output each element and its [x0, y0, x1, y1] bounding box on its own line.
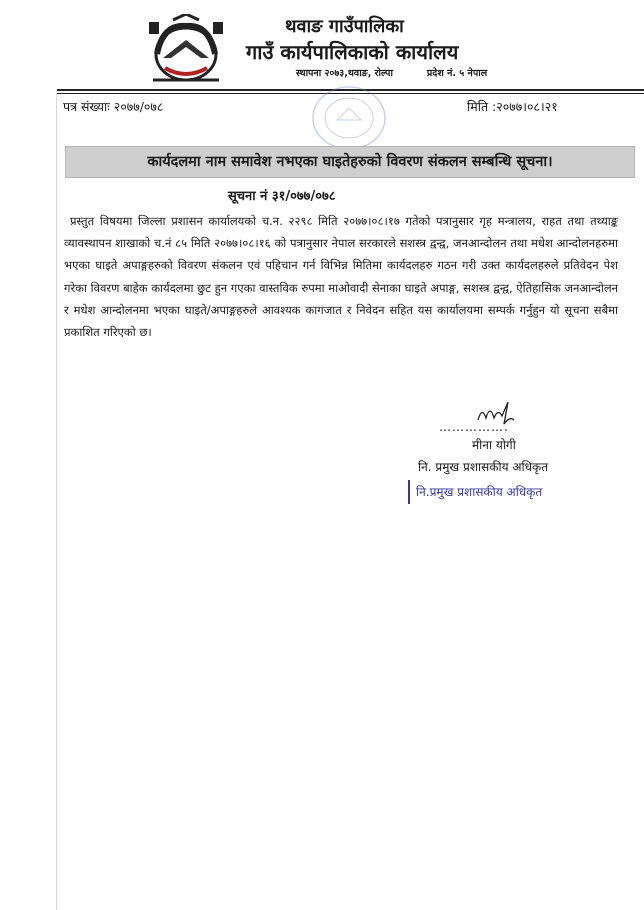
signatory-name: मीना योगी — [472, 438, 516, 452]
letter-date: मिति :२०७७।०८।२१ — [467, 99, 558, 114]
nepal-emblem-icon — [143, 14, 229, 88]
office-seal-icon — [310, 84, 388, 152]
reference-number: पत्र संख्याः २०७७/०७८ — [63, 99, 164, 114]
signature-line: ……………. — [439, 420, 509, 434]
office-subline — [296, 66, 487, 79]
official-title-stamp: नि.प्रमुख प्रशासकीय अधिकृत — [408, 480, 558, 504]
notice-subject-banner: कार्यदलमा नाम समावेश नभएका घाइतेहरुको विवरण संकलन सम्बन्धि सूचना। — [65, 146, 635, 178]
established-info: स्थापना २०७३,थवाङ, रोल्पा — [296, 68, 393, 79]
notice-body — [64, 210, 618, 343]
notice-paragraph: प्रस्तुत विषयमा जिल्ला प्रशासन कार्यालयको च.न. २२९८ मिति २०७७।०८।१७ गतेको पत्रानुसार गृह मन्त्रालय, राहत तथा तथ्याङ्क व्यावस्थापन शाखाको च.नं ८५ मिति २०७७।०८।१६ को पत्रानुसार नेपाल सरकारले सशस्त्र द्वन्द्व, जनआन्दोलन तथा मधेश आन्दोलनहरुमा भएका घाइते अपाङ्गहरुको विवरण संकलन एवं पहिचान गर्न विभिन्न मितिमा कार्यदलहरु गठन गरी उक्त कार्यदलहरुले प्रतिवेदन पेश गरेका विवरण बाहेक कार्यदलमा छुट हुन गएका वास्तविक रुपमा माओवादी सेनाका घाइते अपाङ्ग, सशस्त्र द्वन्द्व, ऐतिहासिक जनआन्दोलन र मधेश आन्दोलनमा भएका घाइते/अपाङ्गहरुले आवश्यक कागजात र निवेदन सहित यस कार्यालयमा सम्पर्क गर्नुहुन यो सूचना सबैमा प्रकाशित गरिएको छ। — [64, 214, 618, 340]
left-margin-line — [56, 93, 57, 910]
notice-number: सूचना नं ३१/०७७/०७८ — [228, 189, 336, 204]
municipality-name: थवाङ गाउँपालिका — [285, 16, 404, 37]
signatory-title: नि. प्रमुख प्रशासकीय अधिकृत — [418, 460, 549, 474]
province-info: प्रदेश नं. ५ नेपाल — [426, 68, 488, 79]
office-name: गाउँ कार्यपालिकाको कार्यालय — [246, 40, 459, 64]
